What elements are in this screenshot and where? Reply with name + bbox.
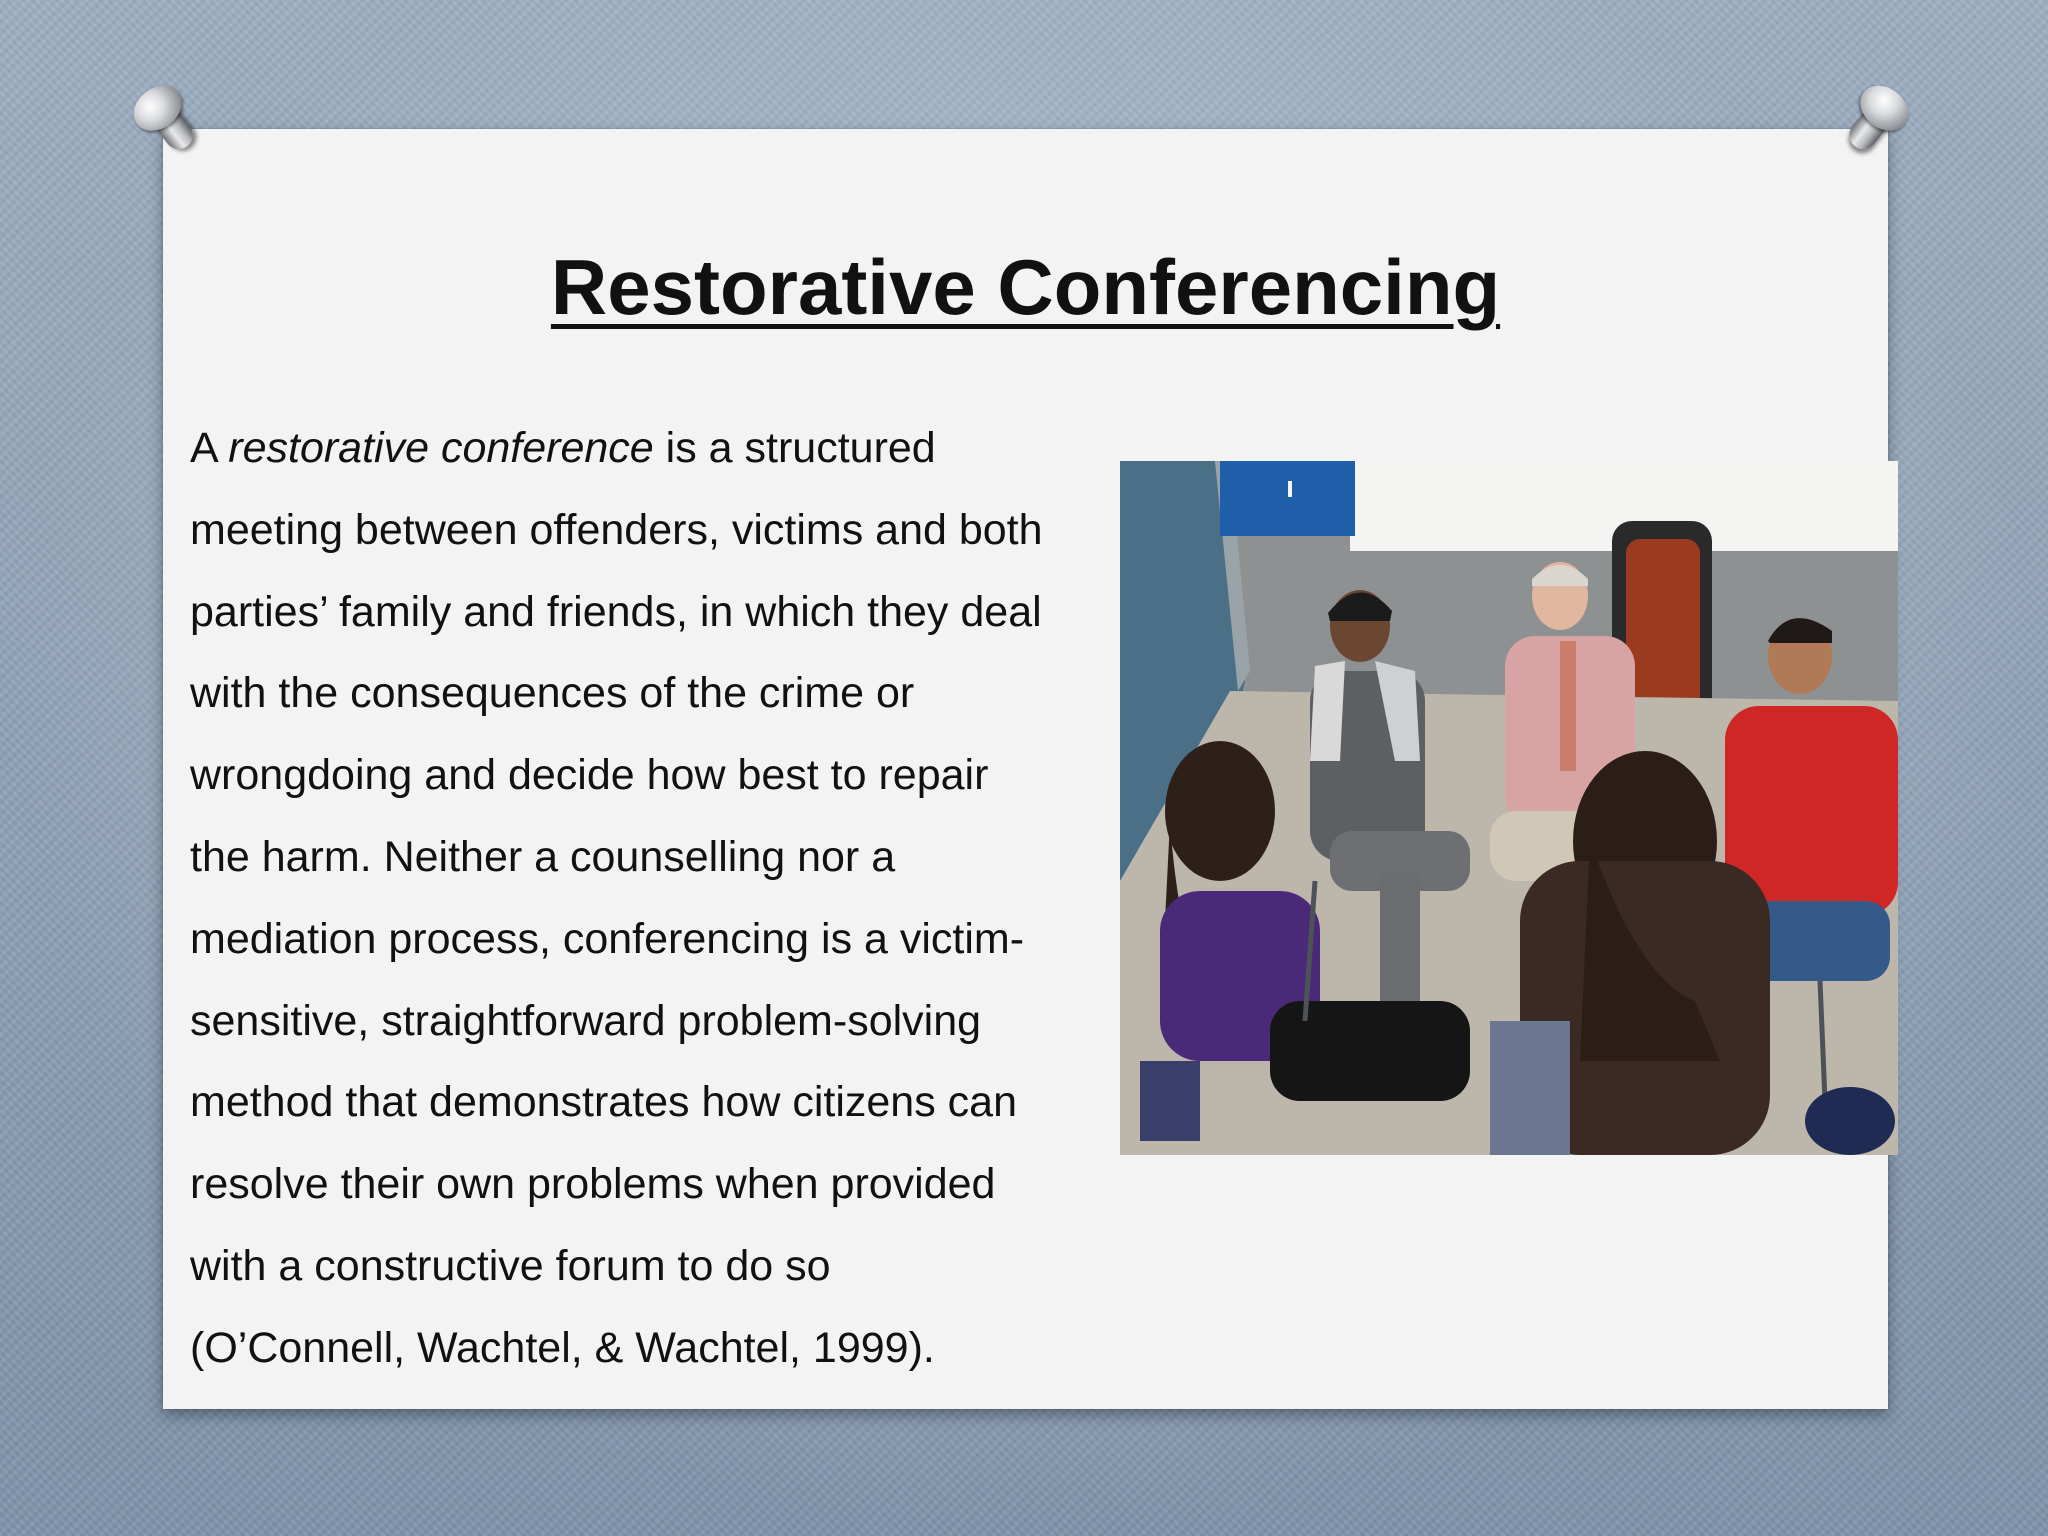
paragraph-line: mediation process, conferencing is a victim-: [190, 914, 1025, 963]
paragraph-line-1: A restorative conference is a structured: [190, 424, 936, 472]
italic-term: restorative conference: [228, 424, 654, 472]
paragraph-line: parties’ family and friends, in which they deal: [190, 587, 1042, 636]
paragraph-line: method that demonstrates how citizens can: [190, 1078, 1017, 1127]
paragraph-line: the harm. Neither a counselling nor a: [190, 832, 896, 881]
paragraph-line: wrongdoing and decide how best to repair: [190, 751, 989, 800]
paragraph-line: resolve their own problems when provided: [190, 1160, 996, 1209]
paragraph-line: with a constructive forum to do so: [190, 1241, 831, 1290]
slide-title: Restorative Conferencing: [550, 243, 1501, 331]
paragraph-line: sensitive, straightforward problem-solving: [190, 996, 982, 1045]
paragraph-line: meeting between offenders, victims and both: [190, 505, 1043, 554]
paragraph-line: (O’Connell, Wachtel, & Wachtel, 1999).: [190, 1323, 935, 1372]
group-meeting-photo: [1120, 461, 1898, 1155]
paragraph-line: with the consequences of the crime or: [190, 669, 915, 718]
body-paragraph: [190, 408, 1110, 1390]
